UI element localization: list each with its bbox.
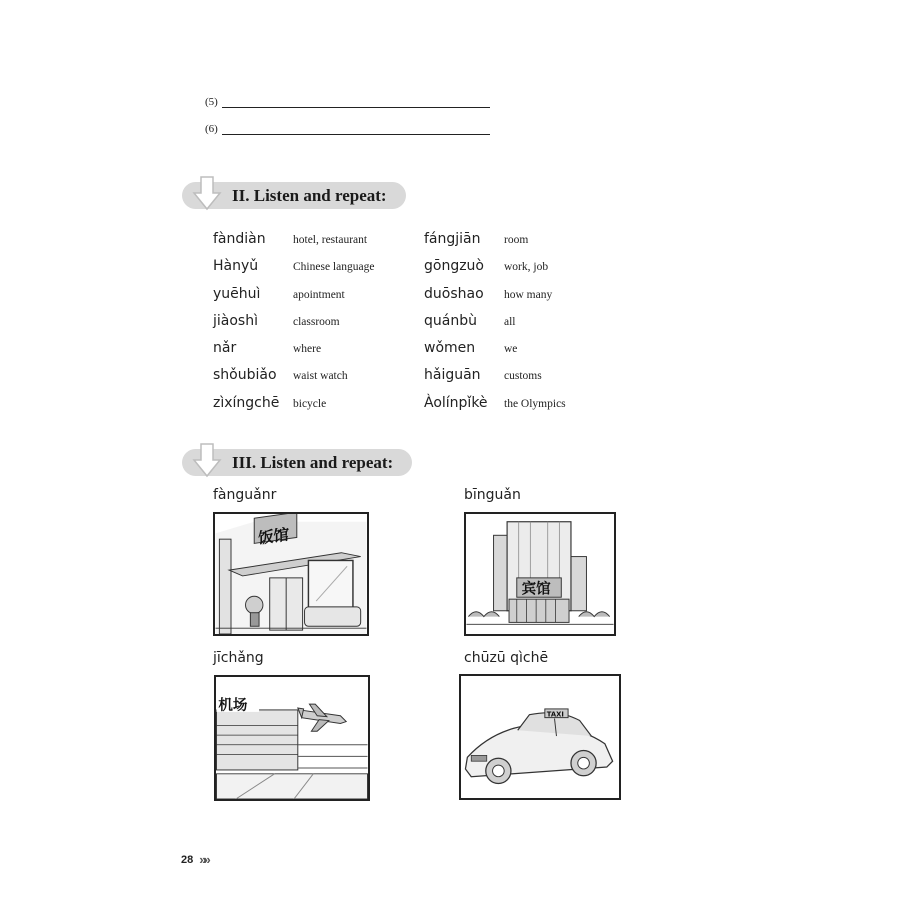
airport-drawing (216, 677, 368, 799)
airport-sign: 机场 (218, 697, 248, 714)
vocab-pinyin: fàndiàn (213, 231, 266, 247)
vocab-meaning: waist watch (293, 370, 348, 382)
vocab-item (424, 340, 517, 356)
vocab-meaning: we (504, 343, 518, 355)
page-number: 28 (181, 853, 194, 866)
hotel-sign: 宾馆 (521, 581, 551, 598)
vocab-meaning: Chinese language (293, 261, 375, 273)
answer-line-label: (5) (205, 96, 218, 108)
vocab-item (213, 313, 340, 329)
vocab-item (213, 367, 348, 383)
vocab-pinyin: yuēhuì (213, 286, 261, 302)
vocab-meaning: room (504, 234, 529, 246)
vocab-meaning: bicycle (293, 398, 327, 410)
section-2-title: II. Listen and repeat: (232, 185, 387, 205)
answer-rule (222, 97, 490, 108)
vocab-meaning: customs (504, 370, 542, 382)
vocab-meaning: how many (504, 289, 553, 301)
taxi-drawing (461, 676, 619, 798)
vocab-item (213, 286, 345, 302)
vocab-pinyin: nǎr (213, 340, 237, 356)
answer-rule (222, 124, 490, 135)
vocab-pinyin: fángjiān (424, 231, 481, 247)
page-footer (181, 852, 208, 867)
down-arrow-icon (192, 442, 222, 480)
answer-line-5 (205, 96, 490, 108)
chevron-right-icon: »» (199, 852, 208, 867)
vocab-pinyin: hǎiguān (424, 367, 481, 383)
vocab-pinyin: duōshao (424, 286, 484, 302)
hotel-drawing (466, 514, 614, 634)
vocab-meaning: the Olympics (504, 398, 566, 410)
vocab-item (424, 258, 548, 274)
vocab-meaning: classroom (293, 316, 340, 328)
restaurant-sign: 饭馆 (258, 525, 290, 548)
vocab-pinyin: shǒubiǎo (213, 367, 277, 383)
vocab-meaning: hotel, restaurant (293, 234, 368, 246)
vocab-item (424, 286, 552, 302)
vocab-pinyin: zìxíngchē (213, 395, 280, 411)
vocab-meaning: work, job (504, 261, 549, 273)
vocab-item (213, 395, 326, 411)
answer-line-6 (205, 123, 490, 135)
vocab-meaning: where (293, 343, 322, 355)
vocab-item (424, 313, 516, 329)
restaurant-drawing (215, 514, 367, 634)
vocab-pinyin: jiàoshì (213, 313, 258, 329)
vocab-pinyin: wǒmen (424, 340, 476, 356)
vocab-item (213, 258, 374, 274)
vocab-item (213, 340, 321, 356)
vocab-item (424, 367, 542, 383)
picture-label: fànguǎnr (213, 487, 277, 503)
down-arrow-icon (192, 175, 222, 213)
answer-line-label: (6) (205, 123, 218, 135)
section-2-header (182, 182, 406, 209)
section-3-header (182, 449, 412, 476)
restaurant-illustration (213, 512, 369, 636)
vocab-item (213, 231, 367, 247)
section-3-title: III. Listen and repeat: (232, 452, 394, 472)
vocab-pinyin: Àolínpǐkè (424, 395, 488, 411)
vocab-pinyin: quánbù (424, 313, 477, 329)
picture-label: chūzū qìchē (464, 650, 549, 666)
vocab-pinyin: Hànyǔ (213, 258, 259, 274)
hotel-illustration (464, 512, 616, 636)
vocab-meaning: apointment (293, 289, 345, 301)
taxi-sign: TAXI (546, 710, 564, 719)
vocab-item (424, 395, 566, 411)
vocab-item (424, 231, 528, 247)
airport-illustration (214, 675, 370, 801)
vocab-meaning: all (504, 316, 516, 328)
vocab-pinyin: gōngzuò (424, 258, 484, 274)
taxi-illustration (459, 674, 621, 800)
picture-label: jīchǎng (213, 650, 264, 666)
picture-label: bīnguǎn (464, 487, 521, 503)
